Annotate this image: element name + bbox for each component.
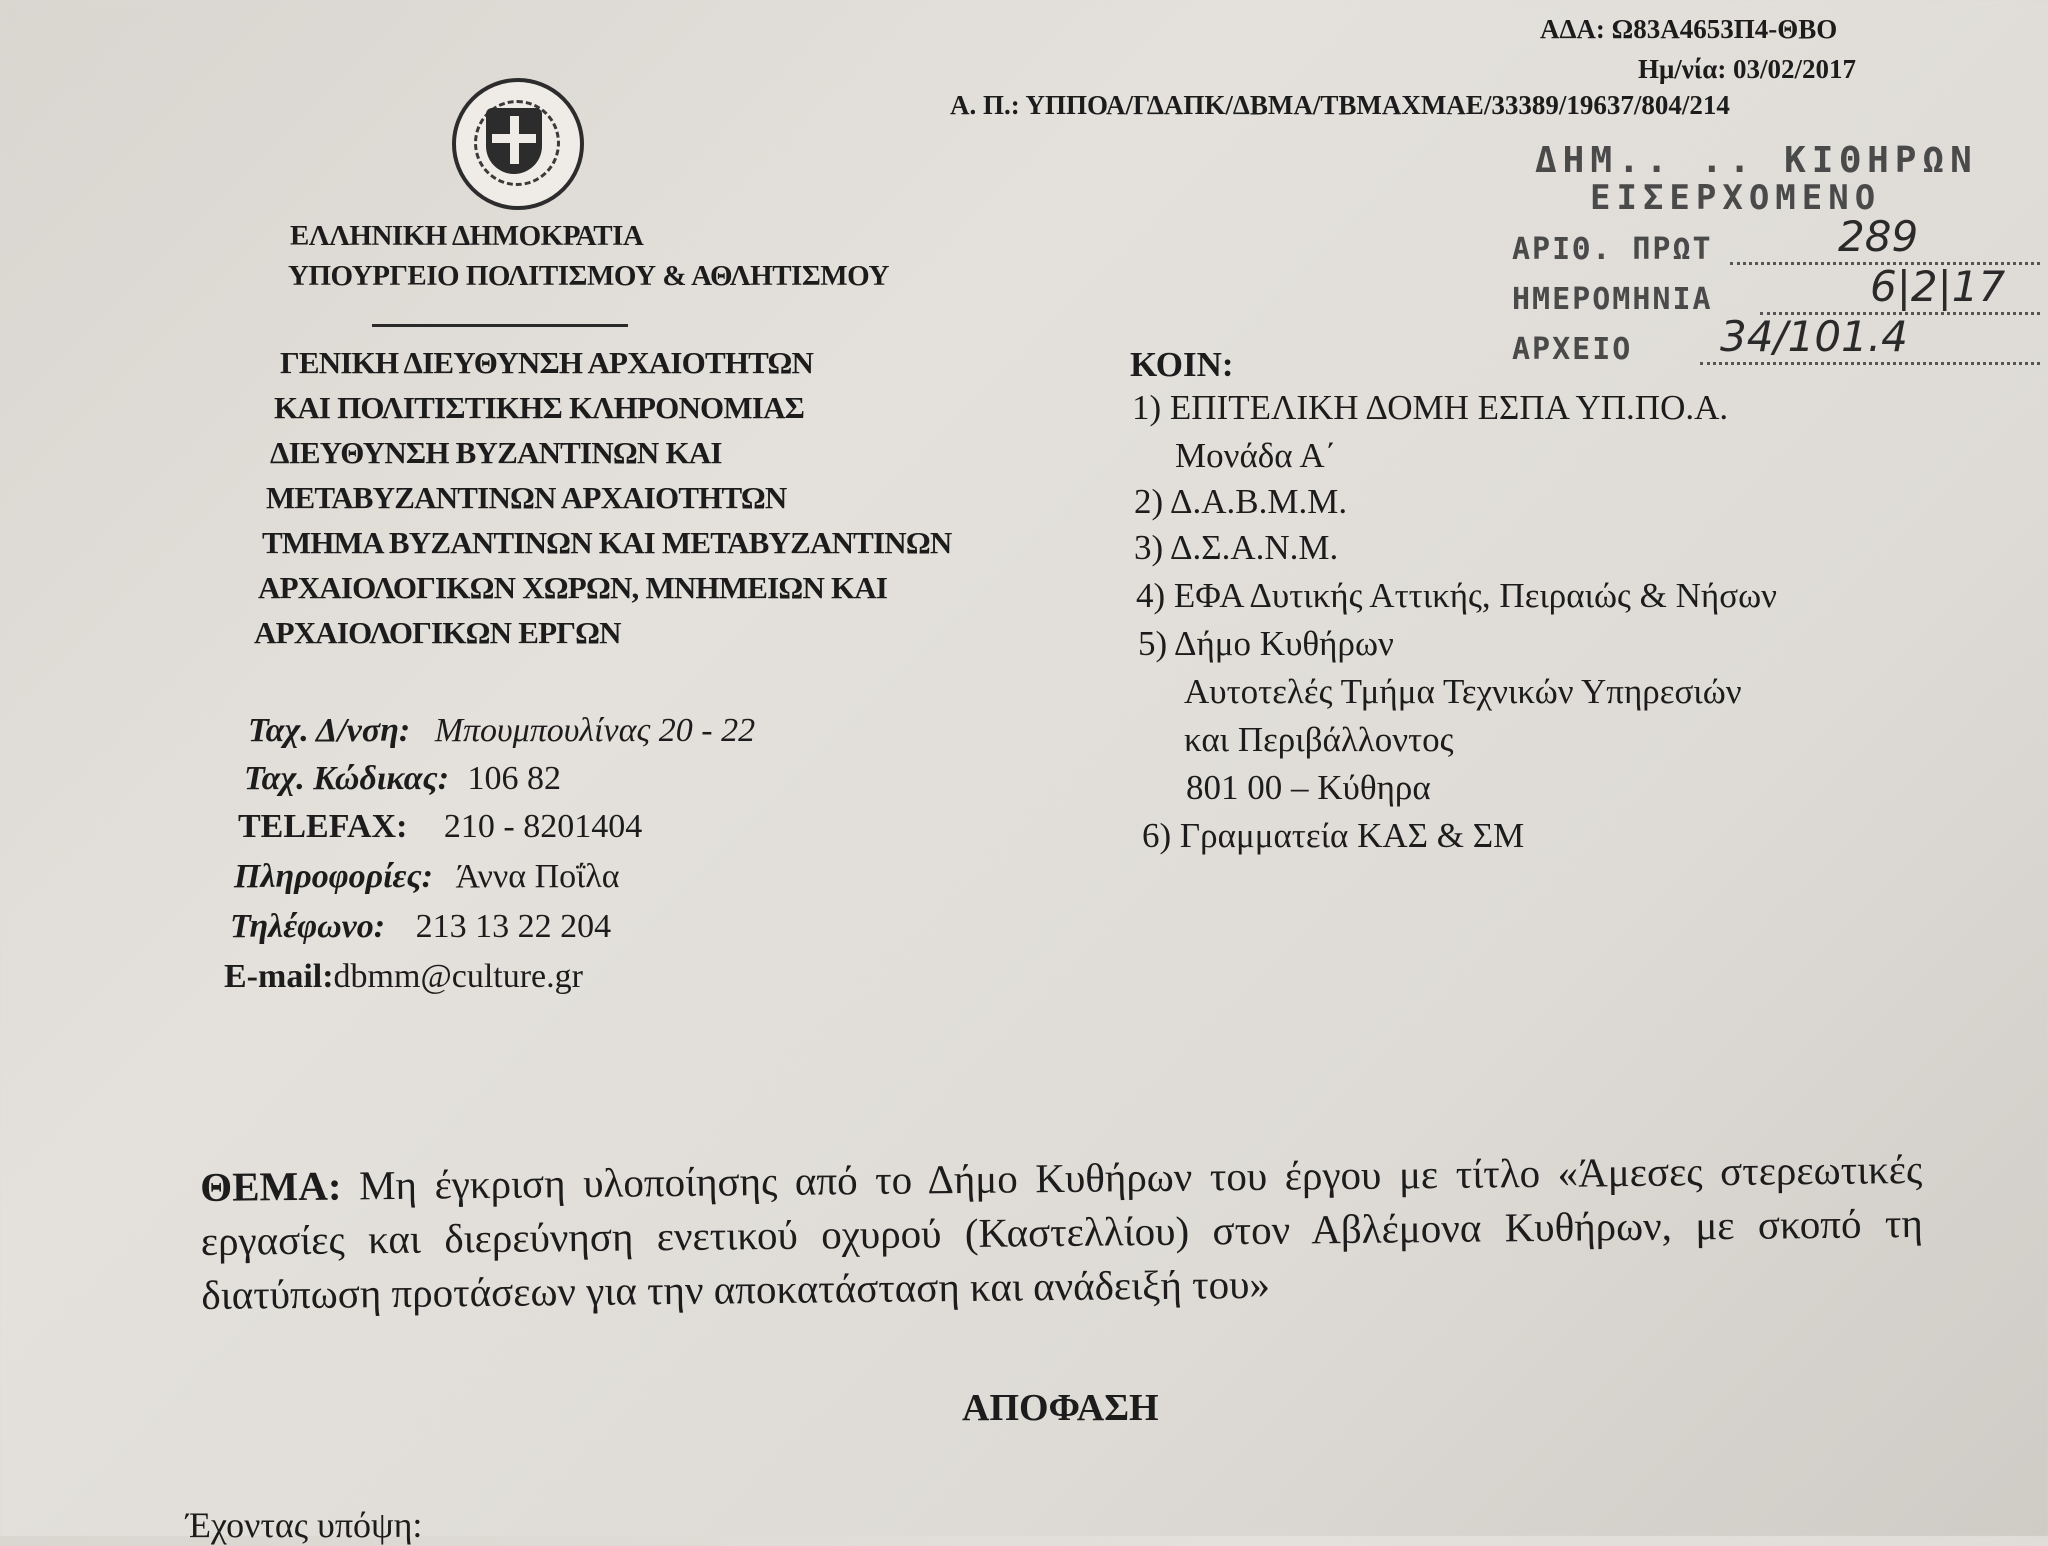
postal-row [244, 760, 561, 798]
subject-text: Μη έγκριση υλοποίησης από το Δήμο Κυθήρων του έργου με τίτλο «Άμεσες στερεωτικές εργασίες και διερεύνηση ενετικού οχυρού (Καστελλίου) στον Αβλέμονα Κυθήρων, με σκοπό τη διατύπωση προτάσεων για την αποκατάσταση και ανάδειξή του» [200, 1145, 1923, 1318]
koin-title: ΚΟΙΝ: [1130, 345, 1234, 384]
phone-row [230, 908, 611, 946]
koin-item: 2) Δ.Α.Β.Μ.Μ. [1134, 482, 1348, 521]
info-value: Άννα Ποΐλα [455, 858, 620, 895]
department-line: ΚΑΙ ΠΟΛΙΤΙΣΤΙΚΗΣ ΚΛΗΡΟΝΟΜΙΑΣ [274, 390, 805, 425]
subject-paragraph [200, 1142, 1924, 1322]
fax-row [238, 808, 642, 846]
phone-label: Τηλέφωνο: [230, 908, 386, 945]
stamp-incoming: ΕΙΣΕΡΧΟΜΕΝΟ [1590, 178, 1882, 218]
postal-value: 106 82 [467, 760, 562, 797]
koin-item: Μονάδα Α΄ [1175, 436, 1337, 475]
koin-item: 801 00 – Κύθηρα [1186, 768, 1431, 807]
fax-value: 210 - 8201404 [443, 808, 643, 845]
koin-item: και Περιβάλλοντος [1184, 720, 1454, 759]
email-row [224, 958, 583, 996]
stamp-archive-line [1700, 362, 2040, 365]
protocol-number: Α. Π.: ΥΠΠΟΑ/ΓΔΑΠΚ/ΔΒΜΑ/ΤΒΜΑΧΜΑΕ/33389/19637/804/214 [950, 90, 1730, 120]
department-line: ΜΕΤΑΒΥΖΑΝΤΙΝΩΝ ΑΡΧΑΙΟΤΗΤΩΝ [266, 480, 787, 515]
ada-number: ΑΔΑ: Ω83Α4653Π4-ΘΒΟ [1540, 14, 1838, 44]
koin-item: 6) Γραμματεία ΚΑΣ & ΣΜ [1142, 816, 1525, 855]
email-label: E-mail: [224, 958, 334, 995]
stamp-protocol-label: ΑΡΙΘ. ΠΡΩΤ [1512, 232, 1713, 267]
koin-item: 5) Δήμο Κυθήρων [1138, 624, 1394, 663]
considerations-heading: Έχοντας υπόψη: [186, 1505, 423, 1545]
address-row [248, 712, 755, 750]
department-line: ΑΡΧΑΙΟΛΟΓΙΚΩΝ ΧΩΡΩΝ, ΜΝΗΜΕΙΩΝ ΚΑΙ [258, 570, 888, 605]
department-line: ΤΜΗΜΑ ΒΥΖΑΝΤΙΝΩΝ ΚΑΙ ΜΕΤΑΒΥΖΑΝΤΙΝΩΝ [262, 525, 952, 560]
fax-label: TELEFAX: [238, 808, 408, 845]
koin-item: 1) ΕΠΙΤΕΛΙΚΗ ΔΟΜΗ ΕΣΠΑ ΥΠ.ΠΟ.Α. [1132, 388, 1729, 427]
department-line: ΓΕΝΙΚΗ ΔΙΕΥΘΥΝΣΗ ΑΡΧΑΙΟΤΗΤΩΝ [280, 345, 814, 380]
address-value: Μπουμπουλίνας 20 - 22 [434, 712, 756, 749]
stamp-date-value: 6|2|17 [1870, 262, 2006, 311]
stamp-date-label: ΗΜΕΡΟΜΗΝΙΑ [1512, 282, 1713, 317]
header-divider [372, 324, 628, 327]
koin-item: 4) ΕΦΑ Δυτικής Αττικής, Πειραιώς & Νήσων [1136, 576, 1777, 615]
department-line: ΔΙΕΥΘΥΝΣΗ ΒΥΖΑΝΤΙΝΩΝ ΚΑΙ [270, 435, 722, 470]
koin-item: 3) Δ.Σ.Α.Ν.Μ. [1134, 528, 1339, 567]
document-date: Ημ/νία: 03/02/2017 [1638, 54, 1857, 84]
subject-label: ΘΕΜΑ: [200, 1162, 342, 1210]
stamp-protocol-value: 289 [1838, 212, 1919, 261]
decision-title: ΑΠΟΦΑΣΗ [962, 1387, 1159, 1429]
greek-emblem-icon [452, 78, 584, 210]
stamp-municipality: ΔΗΜ.. .. ΚΙΘΗΡΩΝ [1535, 140, 1978, 181]
email-value: dbmm@culture.gr [333, 958, 583, 995]
stamp-archive-value: 34/101.4 [1720, 312, 1908, 361]
koin-item: Αυτοτελές Τμήμα Τεχνικών Υπηρεσιών [1184, 672, 1742, 711]
ministry-name: ΥΠΟΥΡΓΕΙΟ ΠΟΛΙΤΙΣΜΟΥ & ΑΘΛΗΤΙΣΜΟΥ [288, 260, 889, 292]
info-label: Πληροφορίες: [234, 858, 433, 895]
info-row [234, 858, 620, 896]
postal-label: Ταχ. Κώδικας: [244, 760, 450, 797]
phone-value: 213 13 22 204 [415, 908, 612, 945]
address-label: Ταχ. Δ/νση: [248, 712, 411, 749]
country-name: ΕΛΛΗΝΙΚΗ ΔΗΜΟΚΡΑΤΙΑ [290, 220, 644, 252]
stamp-archive-label: ΑΡΧΕΙΟ [1512, 332, 1633, 367]
department-line: ΑΡΧΑΙΟΛΟΓΙΚΩΝ ΕΡΓΩΝ [254, 615, 621, 650]
